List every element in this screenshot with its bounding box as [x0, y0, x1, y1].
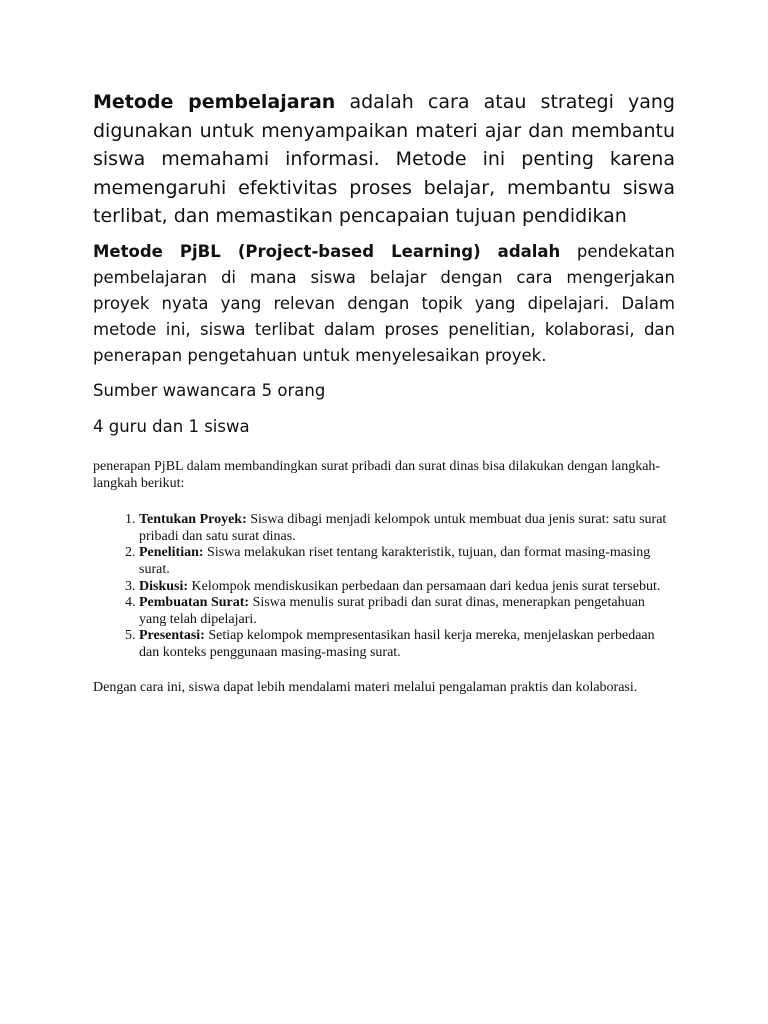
step-text: Setiap kelompok mempresentasikan hasil kerja mereka, menjelaskan perbedaan dan konteks penggunaan masing-masing surat. — [139, 628, 655, 660]
step-title: Penelitian: — [139, 545, 204, 561]
step-text: Siswa melakukan riset tentang karakteristik, tujuan, dan format masing-masing surat. — [139, 545, 651, 577]
list-item — [139, 545, 675, 578]
step-text: Siswa dibagi menjadi kelompok untuk membuat dua jenis surat: satu surat pribadi dan satu surat dinas. — [139, 512, 667, 544]
paragraph-metode-pembelajaran — [93, 88, 675, 231]
participants-line: 4 guru dan 1 siswa — [93, 416, 250, 436]
step-title: Presentasi: — [139, 628, 205, 644]
list-item — [139, 628, 675, 661]
source-line: Sumber wawancara 5 orang — [93, 380, 326, 400]
definition-metode-pembelajaran: adalah cara atau strategi yang digunakan untuk menyampaikan materi ajar dan membantu siswa memahami informasi. Metode ini penting karena memengaruhi efektivitas proses belajar, membantu siswa terlibat, dan memastikan pencapaian tujuan pendidikan — [93, 91, 675, 228]
list-item — [139, 595, 675, 628]
term-metode-pjbl: Metode PjBL (Project-based Learning) adalah — [93, 241, 561, 261]
term-metode-pembelajaran: Metode pembelajaran — [93, 91, 336, 113]
step-text: Siswa menulis surat pribadi dan surat dinas, menerapkan pengetahuan yang telah dipelajari. — [139, 595, 645, 627]
closing-paragraph: Dengan cara ini, siswa dapat lebih mendalami materi melalui pengalaman praktis dan kolaborasi. — [93, 679, 638, 695]
step-title: Pembuatan Surat: — [139, 595, 250, 611]
step-title: Tentukan Proyek: — [139, 512, 247, 528]
document-page — [93, 88, 675, 696]
steps-intro: penerapan PjBL dalam membandingkan surat pribadi dan surat dinas bisa dilakukan dengan langkah-langkah berikut: — [93, 458, 661, 491]
paragraph-metode-pjbl — [93, 239, 675, 369]
list-item — [139, 579, 675, 596]
steps-list — [93, 512, 675, 661]
list-item — [139, 512, 675, 545]
step-text: Kelompok mendiskusikan perbedaan dan persamaan dari kedua jenis surat tersebut. — [188, 578, 661, 594]
definition-metode-pjbl: pendekatan pembelajaran di mana siswa belajar dengan cara mengerjakan proyek nyata yang relevan dengan topik yang dipelajari. Dalam metode ini, siswa terlibat dalam proses penelitian, kolaborasi, dan penerapan pengetahuan untuk menyelesaikan proyek. — [93, 241, 675, 365]
step-title: Diskusi: — [139, 578, 189, 594]
